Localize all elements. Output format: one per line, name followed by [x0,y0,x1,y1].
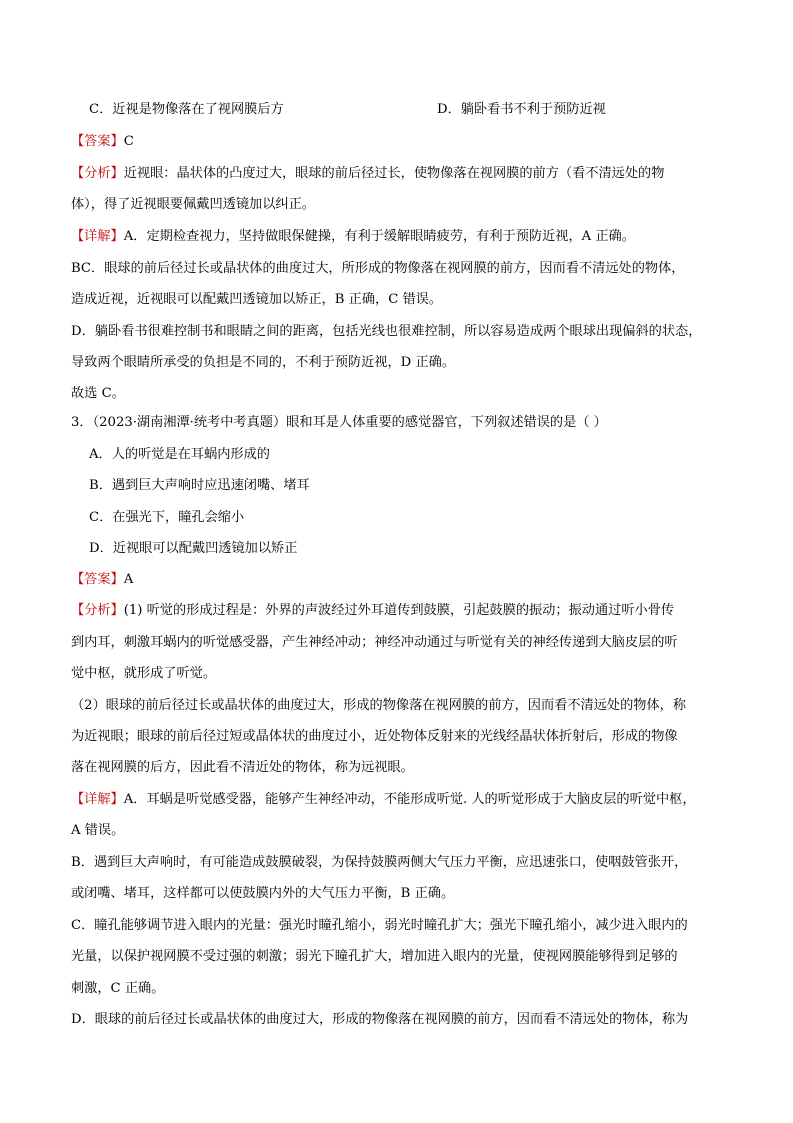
answer-tag: 【答案】 [71,134,124,149]
q3-detail-line-5: C．瞳孔能够调节进入眼内的光量：强光时瞳孔缩小，弱光时瞳孔扩大；强光下瞳孔缩小，减少进入眼内的 [71,918,688,933]
analysis-text: 近视眼：晶状体的凸度过大，眼球的前后径过长，使物像落在视网膜的前方（看不清远处的物 [123,166,665,181]
detail-text: A．定期检查视力，坚持做眼保健操，有利于缓解眼睛疲劳，有利于预防近视，A 正确。 [123,229,635,244]
q2-answer [71,132,134,152]
q2-options-cd [89,100,606,120]
q2-detail-line-4: D．躺卧看书很难控制书和眼睛之间的距离，包括光线也很难控制，所以容易造成两个眼球出现偏斜的状态， [71,324,702,339]
q3-analysis-line-5: 为近视眼；眼球的前后径过短或晶体状的曲度过小，近处物体反射来的光线经晶状体折射后，形成的物像 [71,729,678,744]
q3-detail-line-4: 或闭嘴、堵耳，这样都可以使鼓膜内外的大气压力平衡，B 正确。 [71,886,455,901]
q2-detail-line-5: 导致两个眼睛所承受的负担是不同的，不利于预防近视，D 正确。 [71,355,456,370]
detail-tag: 【详解】 [71,792,124,807]
q3-option-b: B．遇到巨大声响时应迅速闭嘴、堵耳 [89,478,310,493]
analysis-tag: 【分析】 [71,166,124,181]
q3-detail-line-7: 刺激，C 正确。 [71,981,165,996]
analysis-text: (1) 听觉的形成过程是：外界的声波经过外耳道传到鼓膜，引起鼓膜的振动；振动通过听小骨传 [123,603,675,618]
q2-analysis-line-2: 体），得了近视眼要佩戴凹透镜加以纠正。 [71,197,315,212]
q2-detail-line-3: 造成近视，近视眼可以配戴凹透镜加以矫正，B 正确，C 错误。 [71,292,443,307]
q3-analysis-line-2: 到内耳，刺激耳蜗内的听觉感受器，产生神经冲动；神经冲动通过与听觉有关的神经传递到大脑皮层的听 [71,635,678,650]
q2-option-c: C．近视是物像落在了视网膜后方 [89,102,284,117]
q3-detail-line-6: 光量，以保护视网膜不受过强的刺激；弱光下瞳孔扩大，增加进入眼内的光量，使视网膜能够得到足够的 [71,949,678,964]
q3-stem: 3．（2023·湖南湘潭·统考中考真题）眼和耳是人体重要的感觉器官，下列叙述错误的是（ ） [71,415,607,430]
answer-value: C [123,134,134,149]
q2-analysis-line-1 [71,164,664,184]
q3-option-d: D．近视眼可以配戴凹透镜加以矫正 [89,541,298,556]
q2-option-d: D．躺卧看书不利于预防近视 [437,102,606,117]
detail-text: A．耳蜗是听觉感受器，能够产生神经冲动，不能形成听觉. 人的听觉形成于大脑皮层的听觉中枢， [123,792,696,807]
q3-analysis-line-3: 觉中枢，就形成了听觉。 [71,666,217,681]
q2-detail-line-2: BC．眼球的前后径过长或晶状体的曲度过大，所形成的物像落在视网膜的前方，因而看不清远处的物体， [71,261,685,276]
q3-option-a: A．人的听觉是在耳蜗内形成的 [89,447,270,462]
answer-tag: 【答案】 [71,572,124,587]
q3-detail-line-8: D．眼球的前后径过长或晶状体的曲度过大，形成的物像落在视网膜的前方，因而看不清远处的物体，称为 [71,1012,689,1027]
q3-answer [71,570,133,590]
q3-detail-line-3: B．遇到巨大声响时，有可能造成鼓膜破裂，为保持鼓膜两侧大气压力平衡，应迅速张口，使咽鼓管张开， [71,855,688,870]
q2-conclusion: 故选 C。 [71,386,125,401]
q2-detail-line-1 [71,227,635,247]
q3-detail-line-1 [71,790,696,810]
q3-option-c: C．在强光下，瞳孔会缩小 [89,510,245,525]
q3-analysis-line-4: （2）眼球的前后径过长或晶状体的曲度过大，形成的物像落在视网膜的前方，因而看不清远处的物体，称 [71,698,687,713]
answer-value: A [123,572,134,587]
q3-detail-line-2: A 错误。 [71,823,125,838]
q3-analysis-line-6: 落在视网膜的后方，因此看不清近处的物体，称为远视眼。 [71,760,414,775]
q3-analysis-line-1 [71,601,674,621]
analysis-tag: 【分析】 [71,603,124,618]
detail-tag: 【详解】 [71,229,124,244]
